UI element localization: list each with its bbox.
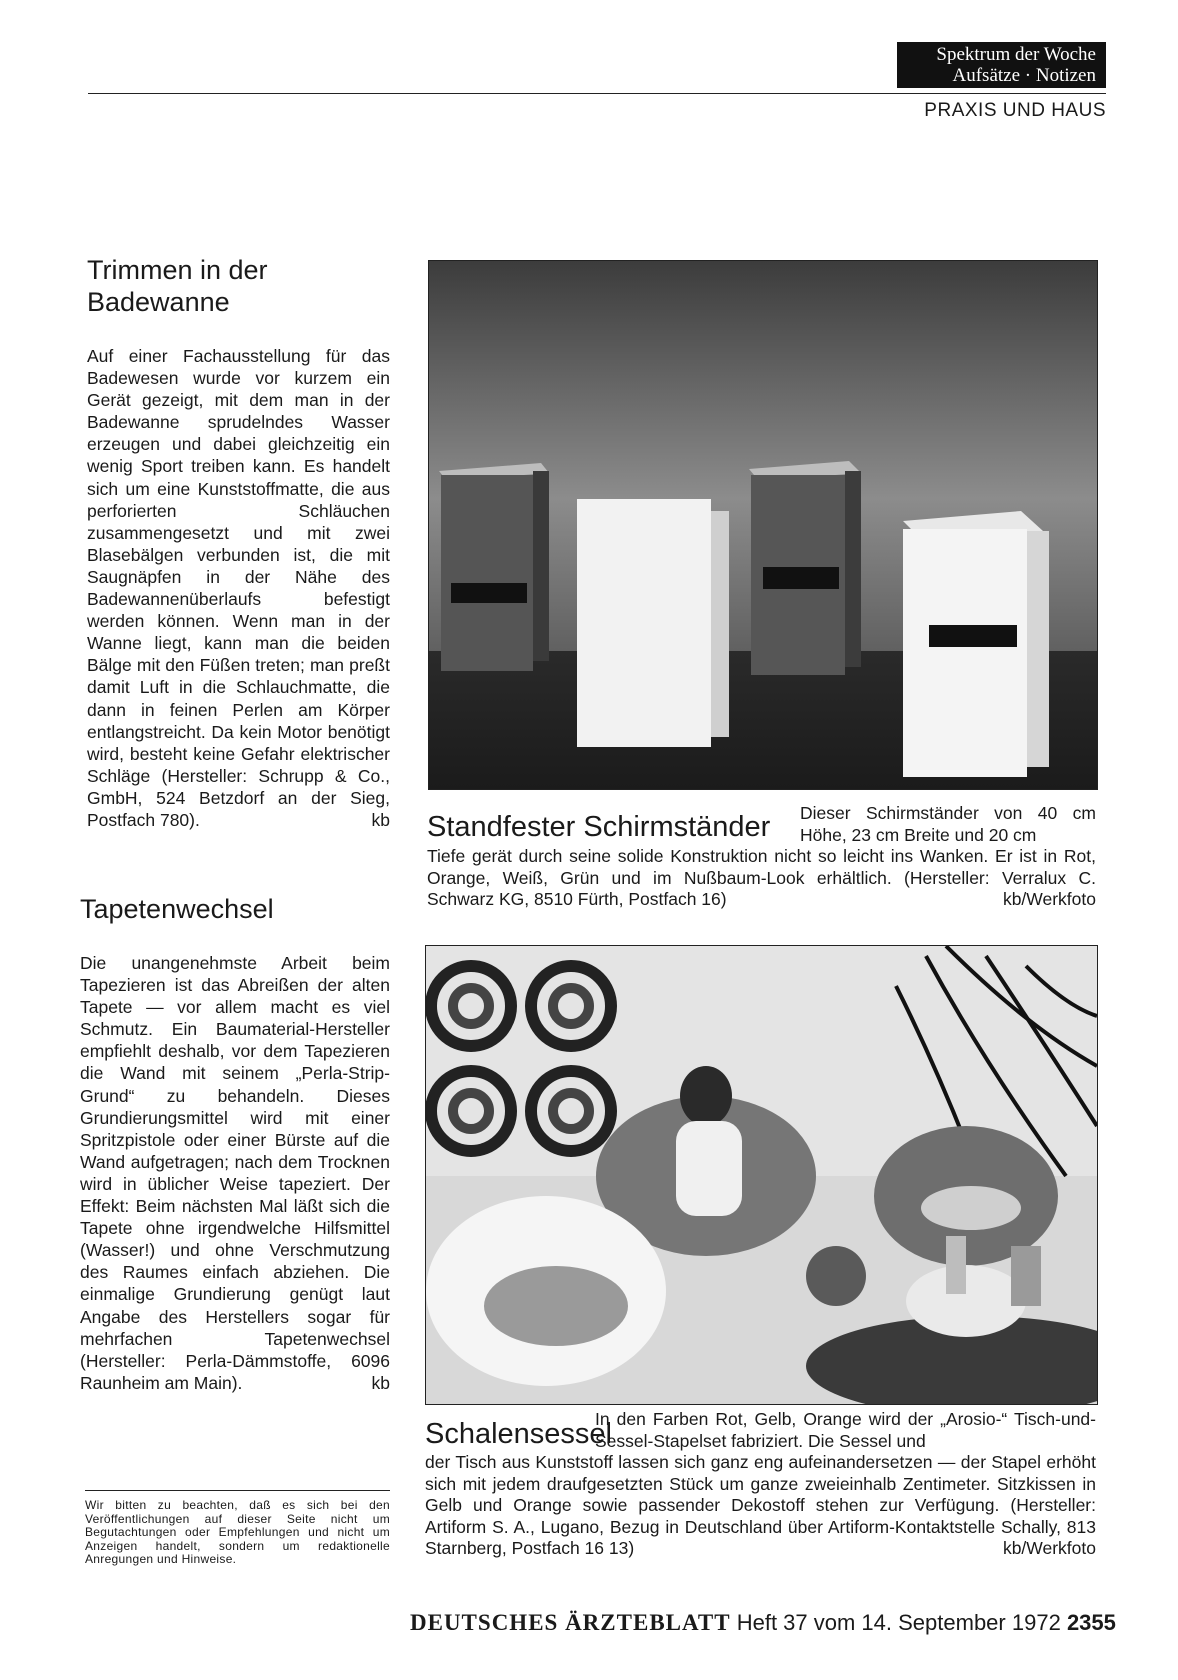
article1-title-line1: Trimmen in der xyxy=(87,255,268,285)
article1-body-text: Auf einer Fachausstellung für das Badewesen wurde vor kurzem ein Gerät gezeigt, mit dem man in der Badewanne sprudelndes Wasser erzeugen und dabei gleichzeitig ein wenig Sport treiben kann. Es handelt sich um eine Kunststoffmatte, die aus perforierten Schläuchen zusammengesetzt und mit zwei Blasebälgen verbunden ist, die mit Saugnäpfen in der Nähe des Badewannenüberlaufs befestigt werden können. Wenn man in der Wanne liegt, kann man die beiden Bälge mit den Füßen treten; man preßt damit Luft in die Schlauchmatte, die dann in feinen Perlen am Körper entlangstreicht. Da kein Motor benötigt wird, besteht keine Gefahr elektrischer Schläge (Hersteller: Schrupp & Co., GmbH, 524 Betzdorf an der Sieg, Postfach 780). xyxy=(87,346,390,830)
caption1-title: Standfester Schirmständer xyxy=(427,811,771,843)
umbrella-stand-photo xyxy=(428,260,1098,790)
article1-body xyxy=(87,345,390,831)
issue-info: Heft 37 vom 14. September 1972 xyxy=(736,1610,1061,1635)
article2-title: Tapetenwechsel xyxy=(80,894,274,924)
page-number: 2355 xyxy=(1066,1610,1116,1635)
caption2-intro: In den Farben Rot, Gelb, Orange wird der „Arosio-“ Tisch-und-Sessel-Stapelset fabriziert. Die Sessel und xyxy=(595,1409,1096,1451)
magazine-name: DEUTSCHES ÄRZTEBLATT xyxy=(410,1610,731,1635)
umbrella-stand-illustration xyxy=(429,261,1097,789)
caption2-body-text: der Tisch aus Kunststoff lassen sich ganz eng aufeinandersetzen — der Stapel erhöht sich mit jedem draufgesetzten Stück um ganze zweieinhalb Zentimeter. Sitzkissen in Gelb und Orange sowie passender Dekostoff stehen zur Verfügung. (Hersteller: Artiform S. A., Lugano, Bezug in Deutschland über Artiform-Kontaktstelle Schally, 813 Starnberg, Postfach 16 13) xyxy=(425,1452,1096,1558)
article1-title-line2: Badewanne xyxy=(87,287,230,317)
shell-chair-illustration xyxy=(426,946,1097,1404)
page-footer xyxy=(410,1610,1130,1636)
section-label: PRAXIS UND HAUS xyxy=(924,100,1106,121)
shell-chair-photo xyxy=(425,945,1098,1405)
caption2-body xyxy=(425,1452,1096,1560)
caption1-body-text: Tiefe gerät durch seine solide Konstruktion nicht so leicht ins Wanken. Er ist in Rot, Orange, Weiß, Grün und im Nußbaum-Look erhältlich. (Hersteller: Verralux C. Schwarz KG, 8510 Fürth, Postfach 16) xyxy=(427,846,1096,909)
editorial-notice: Wir bitten zu beachten, daß es sich bei den Veröffentlichungen auf dieser Seite nicht um Begutachtungen oder Empfehlungen und nicht um Anzeigen handelt, sondern um redaktionelle Anregungen und Hinweise. xyxy=(85,1490,390,1567)
article1-signature: kb xyxy=(371,809,390,830)
section-badge-line2: Aufsätze · Notizen xyxy=(952,65,1096,86)
section-badge xyxy=(897,42,1106,88)
article2-body xyxy=(80,952,390,1394)
caption2-title: Schalensessel xyxy=(425,1418,612,1450)
article2-signature: kb xyxy=(371,1372,390,1393)
caption2-credit: kb/Werkfoto xyxy=(1002,1538,1096,1558)
article2-body-text: Die unangenehmste Arbeit beim Tapezieren ist das Abreißen der alten Tapete — vor allem macht es viel Schmutz. Ein Baumaterial-Hersteller empfiehlt deshalb, vor dem Tapezieren die Wand mit seinem „Perla-Strip-Grund“ zu behandeln. Dieses Grundierungsmittel wird mit einer Spritzpistole oder einer Bürste auf die Wand aufgetragen; nach dem Trocknen wird in üblicher Weise tapeziert. Der Effekt: Beim nächsten Mal läßt sich die Tapete ohne irgendwelche Hilfsmittel (Wasser!) und ohne Verschmutzung des Raumes einfach abziehen. Die einmalige Grundierung genügt laut Angabe des Herstellers sogar für mehrfachen Tapetenwechsel (Hersteller: Perla-Dämmstoffe, 6096 Raunheim am Main). xyxy=(80,953,390,1393)
section-badge-line1: Spektrum der Woche xyxy=(936,44,1096,65)
article1-title xyxy=(87,254,387,318)
header-rule xyxy=(88,93,1106,94)
caption1-intro: Dieser Schirmständer von 40 cm Höhe, 23 cm Breite und 20 cm xyxy=(800,803,1096,845)
caption1-body xyxy=(427,846,1096,911)
caption1-credit: kb/Werkfoto xyxy=(1002,889,1096,909)
